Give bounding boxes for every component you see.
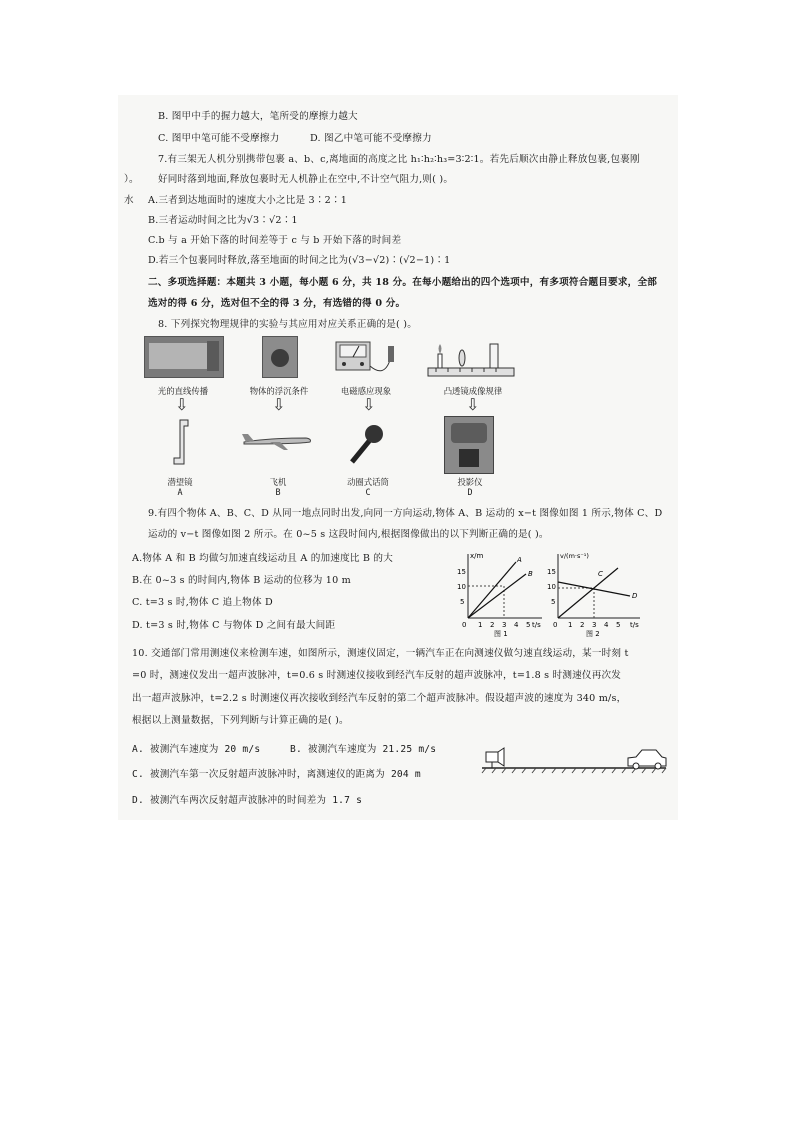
graph-2-v-t <box>546 548 646 638</box>
q10-stem-1: 10. 交通部门常用测速仪来检测车速，如图所示，测速仪固定，一辆汽车正在向测速仪做匀速直线运动，某一时刻 t <box>132 648 629 659</box>
graph-1-ytick-15: 15 <box>457 568 466 576</box>
graph-2-xtick-3: 3 <box>592 621 597 629</box>
q9-option-a: A.物体 A 和 B 均做匀加速直线运动且 A 的加速度比 B 的大 <box>132 553 394 564</box>
q8-letter-a: A <box>177 487 183 497</box>
airplane-image <box>240 428 314 454</box>
down-arrow-icon: ⇩ <box>272 395 286 414</box>
graph-2-xlabel: t/s <box>630 621 639 629</box>
q10-option-a: A. 被测汽车速度为 20 m/s <box>132 744 261 755</box>
q8-bottom-label-1: 潜望镜 <box>167 477 193 487</box>
q6-option-d: D. 图乙中笔可能不受摩擦力 <box>310 133 432 144</box>
q7-option-b: B.三者运动时间之比为√3∶√2∶1 <box>148 215 298 226</box>
q9-option-b: B.在 0~3 s 的时间内,物体 B 运动的位移为 10 m <box>132 575 351 586</box>
q8-top-label-3: 电磁感应现象 <box>340 386 392 396</box>
graph-2-label-c: C <box>598 570 603 578</box>
graph-2-xtick-2: 2 <box>580 621 585 629</box>
q9-stem-2: 运动的 v−t 图像如图 2 所示。在 0~5 s 这段时间内,根据图像做出的以下判断正确的是( )。 <box>148 529 549 540</box>
section-2-heading-1: 二、多项选择题：本题共 3 小题，每小题 6 分，共 18 分。在每小题给出的四个选项中，有多项符合题目要求，全部 <box>148 277 658 288</box>
graph-1-x-t <box>450 548 546 638</box>
graph-1-ytick-10: 10 <box>457 583 466 591</box>
margin-fragment-2: 水 <box>124 195 134 206</box>
graph-1-line-b <box>468 574 526 618</box>
graph-1-xtick-1: 1 <box>478 621 483 629</box>
down-arrow-icon: ⇩ <box>466 395 480 414</box>
down-arrow-icon: ⇩ <box>175 395 189 414</box>
light-propagation-photo <box>144 336 224 378</box>
speed-meter-diagram <box>480 744 670 776</box>
car-icon <box>628 750 666 769</box>
graph-1-ylabel: x/m <box>470 552 484 560</box>
optical-bench-photo <box>426 340 516 380</box>
graph-2-xtick-4: 4 <box>604 621 609 629</box>
graph-2-label-d: D <box>632 592 638 600</box>
q7-stem-2: 好同时落到地面,释放包裹时无人机静止在空中,不计空气阻力,则( )。 <box>158 174 454 185</box>
q8-top-label-2: 物体的浮沉条件 <box>249 386 309 396</box>
buoyancy-photo <box>262 336 298 378</box>
q8-bottom-label-4: 投影仪 <box>457 477 483 487</box>
graph-2-ytick-15: 15 <box>547 568 556 576</box>
q8-top-label-1: 光的直线传播 <box>157 386 209 396</box>
q10-stem-2: =0 时，测速仪发出一超声波脉冲，t=0.6 s 时测速仪接收到经汽车反射的超声波脉冲，t=1.8 s 时测速仪再次发 <box>132 670 622 681</box>
graph-2-ylabel: v/(m·s⁻¹) <box>560 552 589 560</box>
q6-option-b: B. 图甲中手的握力越大，笔所受的摩擦力越大 <box>158 111 358 122</box>
q9-stem-1: 9.有四个物体 A、B、C、D 从同一地点同时出发,向同一方向运动,物体 A、B 运动的 x−t 图像如图 1 所示,物体 C、D <box>148 508 663 519</box>
graph-1-xtick-2: 2 <box>490 621 495 629</box>
graph-2-ytick-10: 10 <box>547 583 556 591</box>
graph-1-ytick-5: 5 <box>460 598 465 606</box>
speed-meter-icon <box>486 748 504 768</box>
graph-2-line-c <box>558 568 618 618</box>
galvanometer-photo <box>332 340 400 380</box>
graph-1-line-a <box>468 562 516 618</box>
section-2-heading-2: 选对的得 6 分，选对但不全的得 3 分，有选错的得 0 分。 <box>148 298 406 309</box>
graph-1-xtick-5: 5 <box>526 621 531 629</box>
graph-1-xtick-3: 3 <box>502 621 507 629</box>
microphone-image <box>342 420 386 470</box>
margin-fragment-1: ）。 <box>124 174 139 185</box>
q6-option-c: C. 图甲中笔可能不受摩擦力 <box>158 133 280 144</box>
q8-top-label-4: 凸透镜成像规律 <box>443 386 503 396</box>
q8-bottom-label-3: 动圈式话筒 <box>347 477 389 487</box>
graph-2-xtick-5: 5 <box>616 621 621 629</box>
q8-letter-b: B <box>275 487 281 497</box>
q7-stem-1: 7.有三架无人机分别携带包裹 a、b、c,离地面的高度之比 h₁∶h₂∶h₃=3∶2∶1。若先后顺次由静止释放包裹,包裹刚 <box>158 154 640 165</box>
q10-option-d: D. 被测汽车两次反射超声波脉冲的时间差为 1.7 s <box>132 795 363 806</box>
graph-2-origin: 0 <box>553 621 558 629</box>
q9-option-d: D. t=3 s 时,物体 C 与物体 D 之间有最大间距 <box>132 620 336 631</box>
graph-1-label-a: A <box>517 556 522 564</box>
q8-letter-d: D <box>467 487 473 497</box>
q10-option-b: B. 被测汽车速度为 21.25 m/s <box>290 744 437 755</box>
road-hatching <box>482 768 666 773</box>
graph-2-ytick-5: 5 <box>551 598 556 606</box>
q8-stem: 8. 下列探究物理规律的实验与其应用对应关系正确的是( )。 <box>158 319 417 330</box>
q10-option-c: C. 被测汽车第一次反射超声波脉冲时，离测速仪的距离为 204 m <box>132 769 421 780</box>
q8-letter-c: C <box>365 487 371 497</box>
graph-1-xtick-4: 4 <box>514 621 519 629</box>
graph-2-caption: 图 2 <box>586 630 600 638</box>
graph-2-xtick-1: 1 <box>568 621 573 629</box>
q9-option-c: C. t=3 s 时,物体 C 追上物体 D <box>132 597 273 608</box>
periscope-image <box>160 418 200 470</box>
graph-1-xlabel: t/s <box>532 621 541 629</box>
q8-bottom-label-2: 飞机 <box>269 477 287 487</box>
down-arrow-icon: ⇩ <box>362 395 376 414</box>
graph-1-label-b: B <box>528 570 533 578</box>
q7-option-c: C.b 与 a 开始下落的时间差等于 c 与 b 开始下落的时间差 <box>148 235 402 246</box>
q7-option-a: A.三者到达地面时的速度大小之比是 3∶2∶1 <box>148 195 348 206</box>
projector-image <box>444 416 494 474</box>
graph-1-origin: 0 <box>462 621 467 629</box>
q10-stem-3: 出一超声波脉冲，t=2.2 s 时测速仪再次接收到经汽车反射的第二个超声波脉冲。假设超声波的速度为 340 m/s， <box>132 693 627 704</box>
q7-option-d: D.若三个包裹同时释放,落至地面的时间之比为(√3−√2)∶(√2−1)∶1 <box>148 255 451 266</box>
q10-stem-4: 根据以上测量数据，下列判断与计算正确的是( )。 <box>132 715 349 726</box>
graph-1-caption: 图 1 <box>494 630 508 638</box>
